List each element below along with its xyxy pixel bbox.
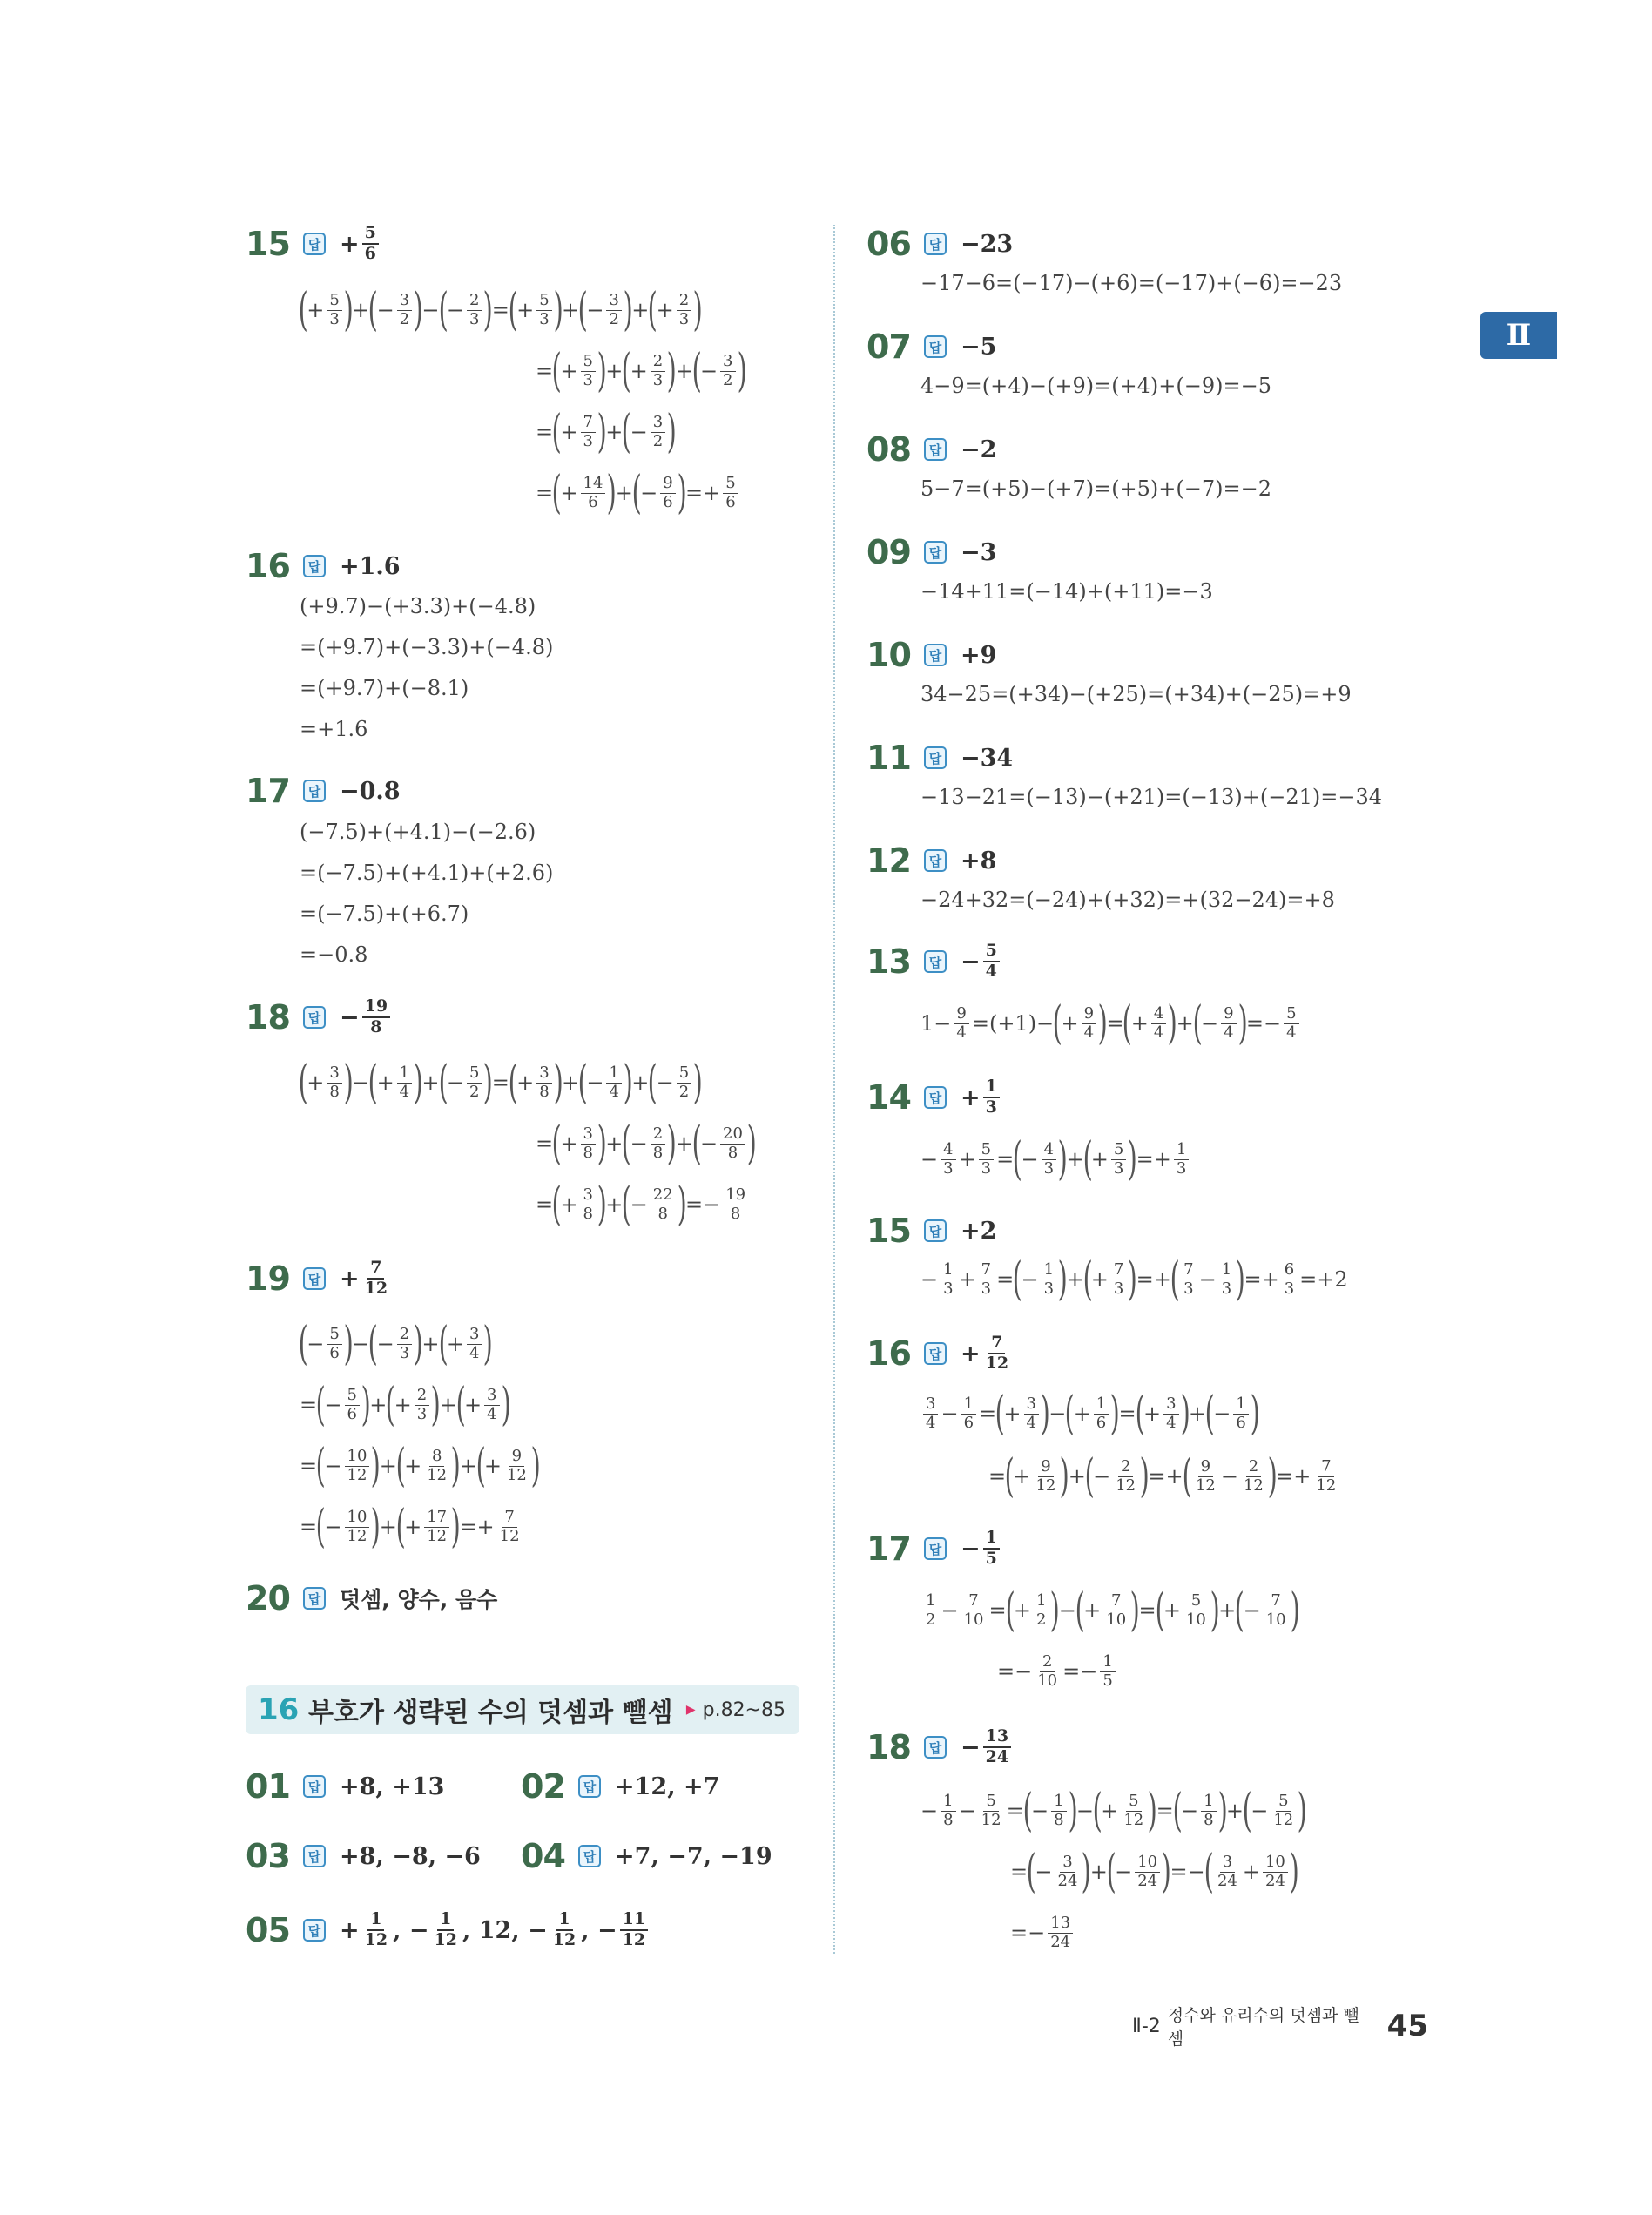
answer-badge: 답 [924, 438, 947, 461]
solution-line: (−7.5)+(+4.1)−(−2.6) [300, 820, 536, 844]
problem-13 [866, 937, 1002, 986]
page-reference: p.82~85 [702, 1698, 786, 1721]
problem-number: 16 [246, 547, 290, 585]
problem-number: 18 [866, 1728, 911, 1766]
answer: +8, +13 [340, 1773, 445, 1800]
problem-01 [246, 1762, 444, 1811]
problem-06 [866, 219, 1013, 268]
problem-number: 15 [866, 1212, 911, 1250]
answer: +8 [961, 847, 997, 875]
solution-line: = ( + $\frac{5}{3}$ ) + ( + $\frac{2}{3}$ ) + ( − $\frac{3}{2}$ ) [536, 345, 747, 397]
answer: +8, −8, −6 [340, 1842, 481, 1870]
problem-number: 14 [866, 1078, 911, 1117]
answer: −3 [961, 538, 997, 566]
answer: − $\frac{13}{24}$ [961, 1728, 1014, 1766]
answer-badge: 답 [303, 555, 326, 577]
problem-number: 12 [866, 841, 911, 880]
answer: + $\frac{1}{12}$ , − $\frac{1}{12}$ , 12, − $\frac{1}{12}$ , − $\frac{11}{12}$ [340, 1911, 651, 1949]
answer-badge: 답 [303, 1006, 326, 1029]
solution-line: =(−7.5)+(+4.1)+(+2.6) [300, 861, 554, 885]
answer: − $\frac{5}{4}$ [961, 942, 1002, 981]
answer: − $\frac{19}{8}$ [340, 998, 393, 1037]
footer-section: Ⅱ-2 [1132, 2015, 1161, 2037]
problem-20 [246, 1574, 497, 1623]
solution-line: =−0.8 [300, 942, 368, 967]
answer-badge: 답 [303, 1775, 326, 1798]
problem-number: 09 [866, 533, 911, 571]
problem-number: 06 [866, 225, 911, 263]
problem-18 [246, 993, 393, 1042]
answer: −5 [961, 333, 997, 361]
solution-line: ( − $\frac{5}{6}$ ) − ( − $\frac{2}{3}$ ) + ( + $\frac{3}{4}$ ) [298, 1318, 494, 1370]
answer-badge: 답 [303, 1587, 326, 1610]
answer-badge: 답 [303, 1919, 326, 1942]
problem-16r [866, 1329, 1014, 1378]
solution-line: = ( − $\frac{3}{24}$ ) + ( − $\frac{10}{24}$ ) =− ( $\frac{3}{24}$ + $\frac{10}{24}$ ) [1010, 1846, 1299, 1898]
answer-badge: 답 [578, 1775, 601, 1798]
answer-badge: 답 [924, 1537, 947, 1560]
answer: +2 [961, 1217, 997, 1245]
answer: + $\frac{7}{12}$ [340, 1258, 388, 1298]
solution-line: = ( − $\frac{10}{12}$ ) + ( + $\frac{8}{12}$ ) + ( + $\frac{9}{12}$ ) [300, 1440, 541, 1492]
problem-09 [866, 528, 996, 577]
solution-line: =− $\frac{13}{24}$ [1010, 1913, 1075, 1953]
solution-line: =− $\frac{2}{10}$ =− $\frac{1}{5}$ [997, 1651, 1118, 1692]
answer-badge: 답 [924, 233, 947, 255]
section-header [246, 1685, 799, 1734]
solution-line: $\frac{3}{4}$ − $\frac{1}{6}$ = ( + $\frac{3}{4}$ ) − ( + $\frac{1}{6}$ ) = ( + $\frac{3}{4}$ ) + ( − $\frac{1}{6}$ ) [920, 1394, 1258, 1434]
answer-badge: 답 [578, 1845, 601, 1867]
problem-number: 11 [866, 739, 911, 777]
answer-badge: 답 [303, 1845, 326, 1867]
answer-badge: 답 [924, 541, 947, 564]
problem-03 [246, 1832, 481, 1881]
solution-line: ( + $\frac{5}{3}$ ) + ( − $\frac{3}{2}$ ) − ( − $\frac{2}{3}$ ) = ( + $\frac{5}{3}$ ) + ( − $\frac{3}{2}$ ) + ( + $\frac{2}{3}$ ) [298, 284, 703, 336]
problem-17 [246, 766, 401, 815]
solution-line: = ( + $\frac{3}{8}$ ) + ( − $\frac{22}{8}$ ) =− $\frac{19}{8}$ [536, 1185, 751, 1225]
problem-number: 04 [521, 1837, 565, 1875]
answer-badge: 답 [924, 950, 947, 973]
problem-number: 15 [246, 225, 290, 263]
answer-badge: 답 [924, 746, 947, 769]
solution-line: = ( + $\frac{14}{6}$ ) + ( − $\frac{9}{6}$ ) =+ $\frac{5}{6}$ [536, 473, 741, 513]
answer-badge: 답 [924, 1086, 947, 1109]
answer: +7, −7, −19 [615, 1842, 772, 1870]
problem-11 [866, 733, 1013, 782]
problem-17r [866, 1524, 1002, 1573]
problem-number: 20 [246, 1579, 290, 1617]
problem-15r [866, 1206, 996, 1255]
problem-number: 03 [246, 1837, 290, 1875]
page-number: 45 [1386, 2009, 1428, 2043]
problem-number: 10 [866, 636, 911, 674]
solution-line: = ( − $\frac{5}{6}$ ) + ( + $\frac{2}{3}$ ) + ( + $\frac{3}{4}$ ) [300, 1379, 511, 1431]
solution-line: = ( + $\frac{7}{3}$ ) + ( − $\frac{3}{2}$ ) [536, 406, 677, 458]
solution-line: =+1.6 [300, 717, 368, 741]
answer-badge: 답 [303, 780, 326, 802]
problem-number: 19 [246, 1259, 290, 1298]
solution-line: 5−7=(+5)−(+7)=(+5)+(−7)=−2 [920, 476, 1271, 501]
chapter-tab: Ⅱ [1480, 312, 1557, 359]
problem-number: 13 [866, 942, 911, 981]
problem-18r [866, 1723, 1014, 1772]
solution-line: − $\frac{1}{8}$ − $\frac{5}{12}$ = ( − $\frac{1}{8}$ ) − ( + $\frac{5}{12}$ ) = ( − $\frac{1}{8}$ ) + ( − $\frac{5}{12}$ ) [920, 1785, 1307, 1837]
solution-line: =(+9.7)+(−8.1) [300, 676, 469, 700]
solution-line: 34−25=(+34)−(+25)=(+34)+(−25)=+9 [920, 682, 1352, 706]
problem-number: 18 [246, 998, 290, 1037]
problem-02 [521, 1762, 719, 1811]
answer-badge: 답 [303, 1267, 326, 1290]
problem-number: 05 [246, 1911, 290, 1949]
solution-line: −13−21=(−13)−(+21)=(−13)+(−21)=−34 [920, 785, 1382, 809]
solution-line: − $\frac{4}{3}$ + $\frac{5}{3}$ = ( − $\frac{4}{3}$ ) + ( + $\frac{5}{3}$ ) =+ $\frac{1}{3}$ [920, 1139, 1191, 1179]
problem-14 [866, 1073, 1002, 1122]
solution-line: = ( − $\frac{10}{12}$ ) + ( + $\frac{17}{12}$ ) =+ $\frac{7}{12}$ [300, 1501, 520, 1553]
solution-line: (+9.7)−(+3.3)+(−4.8) [300, 594, 536, 618]
answer: + $\frac{5}{6}$ [340, 225, 381, 263]
problem-05 [246, 1906, 651, 1955]
answer: −2 [961, 436, 997, 463]
problem-number: 17 [246, 772, 290, 810]
answer: +12, +7 [615, 1773, 720, 1800]
solution-line: 4−9=(+4)−(+9)=(+4)+(−9)=−5 [920, 374, 1271, 398]
column-divider [833, 225, 835, 1954]
answer: 덧셈, 양수, 음수 [340, 1587, 498, 1612]
section-number: 16 [258, 1692, 300, 1727]
triangle-icon: ▶ [685, 1703, 696, 1717]
problem-12 [866, 836, 996, 885]
answer-badge: 답 [924, 335, 947, 358]
answer: − $\frac{1}{5}$ [961, 1530, 1002, 1568]
solution-line: $\frac{1}{2}$ − $\frac{7}{10}$ = ( + $\frac{1}{2}$ ) − ( + $\frac{7}{10}$ ) = ( + $\frac{5}{10}$ ) + ( − $\frac{7}{10}$ ) [920, 1590, 1298, 1631]
solution-line: = ( + $\frac{9}{12}$ ) + ( − $\frac{2}{12}$ ) =+ ( $\frac{9}{12}$ − $\frac{2}{12}$ ) =+ $\frac{7}{12}$ [988, 1450, 1337, 1503]
answer: −0.8 [340, 777, 401, 805]
problem-number: 16 [866, 1334, 911, 1373]
problem-number: 02 [521, 1767, 565, 1806]
answer-badge: 답 [924, 644, 947, 666]
answer-badge: 답 [924, 849, 947, 872]
answer: +1.6 [340, 552, 401, 580]
problem-15 [246, 219, 381, 268]
answer: −34 [961, 744, 1014, 772]
answer: + $\frac{1}{3}$ [961, 1078, 1002, 1117]
answer-badge: 답 [924, 1219, 947, 1242]
problem-16 [246, 542, 401, 591]
solution-line: − $\frac{1}{3}$ + $\frac{7}{3}$ = ( − $\frac{1}{3}$ ) + ( + $\frac{7}{3}$ ) =+ ( $\frac{7}{3}$ − $\frac{1}{3}$ ) =+ $\frac{6}{3}$ =+2 [920, 1253, 1348, 1306]
section-title: 부호가 생략된 수의 덧셈과 뺄셈 [308, 1698, 673, 1728]
problem-19 [246, 1254, 393, 1303]
solution-line: −24+32=(−24)+(+32)=+(32−24)=+8 [920, 888, 1335, 912]
solution-line: −17−6=(−17)−(+6)=(−17)+(−6)=−23 [920, 271, 1343, 295]
answer: + $\frac{7}{12}$ [961, 1333, 1009, 1373]
solution-line: = ( + $\frac{3}{8}$ ) + ( − $\frac{2}{8}$ ) + ( − $\frac{20}{8}$ ) [536, 1118, 757, 1170]
solution-line: 1− $\frac{9}{4}$ =(+1)− ( + $\frac{9}{4}$ ) = ( + $\frac{4}{4}$ ) + ( − $\frac{9}{4}$ ) =− $\frac{5}{4}$ [920, 1003, 1302, 1043]
footer-title: 정수와 유리수의 덧셈과 뺄셈 [1167, 2006, 1359, 2049]
solution-line: ( + $\frac{3}{8}$ ) − ( + $\frac{1}{4}$ ) + ( − $\frac{5}{2}$ ) = ( + $\frac{3}{8}$ ) + ( − $\frac{1}{4}$ ) + ( − $\frac{5}{2}$ ) [298, 1057, 703, 1109]
problem-07 [866, 322, 996, 371]
problem-04 [521, 1832, 772, 1881]
problem-number: 07 [866, 328, 911, 366]
problem-number: 01 [246, 1767, 290, 1806]
problem-08 [866, 425, 996, 474]
problem-number: 17 [866, 1530, 911, 1568]
answer-badge: 답 [303, 233, 326, 255]
answer-badge: 답 [924, 1736, 947, 1759]
answer: +9 [961, 641, 997, 669]
solution-line: −14+11=(−14)+(+11)=−3 [920, 579, 1213, 604]
page-footer [1132, 2006, 1428, 2049]
solution-line: =(−7.5)+(+6.7) [300, 902, 469, 926]
answer-badge: 답 [924, 1342, 947, 1365]
problem-10 [866, 631, 996, 679]
problem-number: 08 [866, 430, 911, 469]
answer: −23 [961, 230, 1014, 258]
solution-line: =(+9.7)+(−3.3)+(−4.8) [300, 635, 554, 659]
